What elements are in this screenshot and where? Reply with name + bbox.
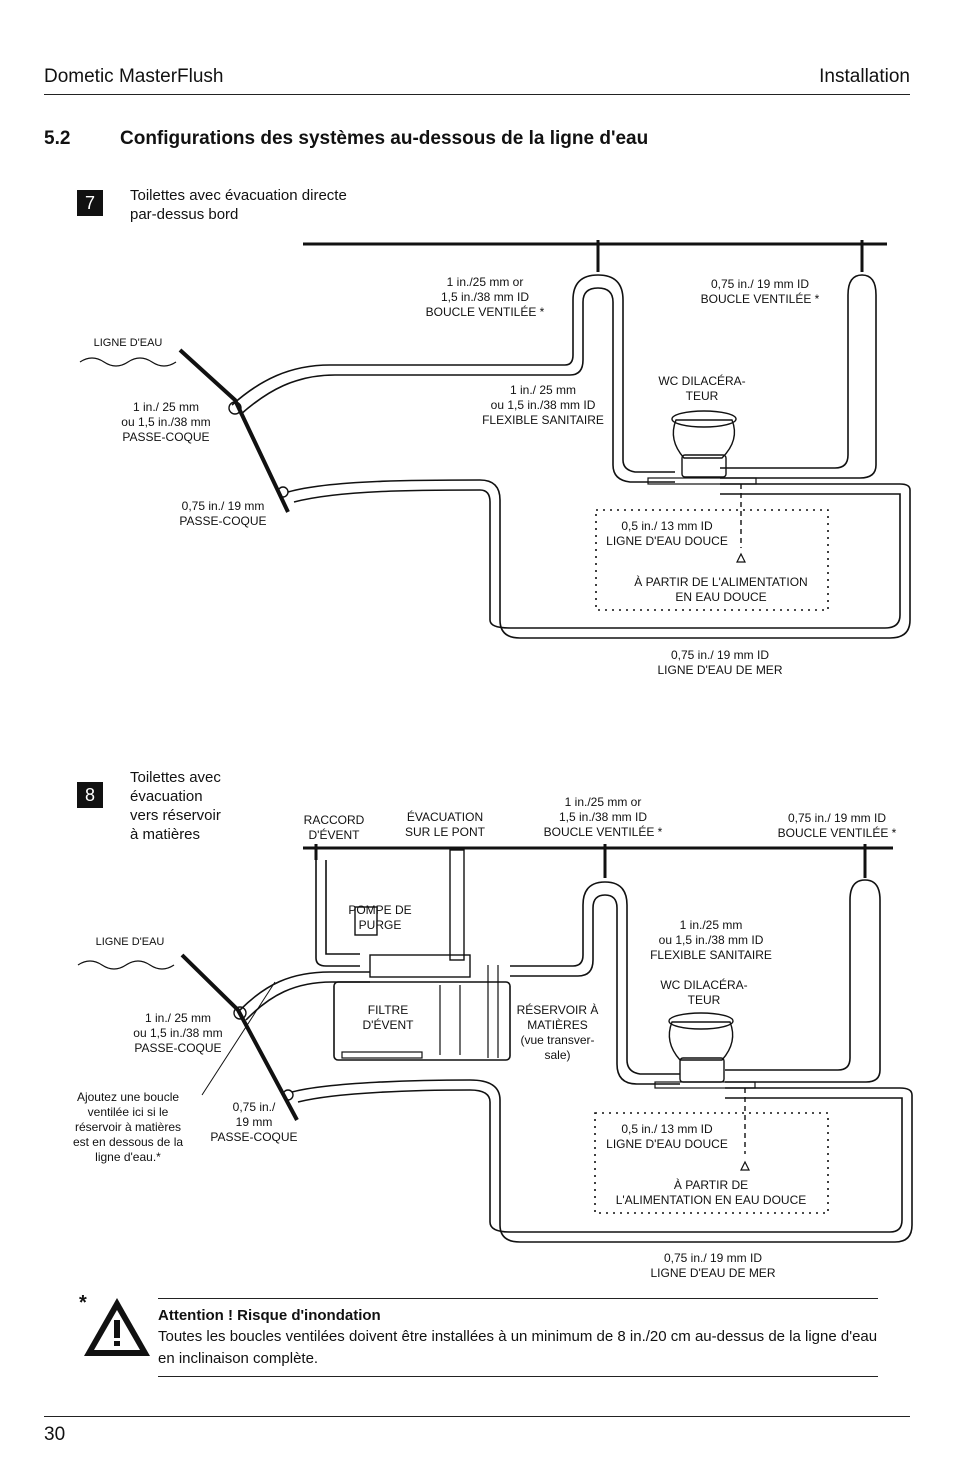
fig7-hose-label: 1 in./ 25 mm ou 1,5 in./38 mm ID FLEXIBLE SANITAIRE [482,383,604,427]
section-title: Configurations des systèmes au-dessous de la ligne d'eau [120,128,649,149]
section-number: 5.2 [44,128,71,149]
fig7-fresh-supply-label: À PARTIR DE L'ALIMENTATION EN EAU DOUCE [634,575,808,604]
fig8-tank-label: RÉSERVOIR À MATIÈRES (vue transver- sale) [516,1003,599,1062]
fig8-pump-label: POMPE DE PURGE [348,903,412,932]
fig8-toilet-label: WC DILACÉRA- TEUR [660,978,748,1007]
fig8-fresh-supply-label: À PARTIR DE L'ALIMENTATION EN EAU DOUCE [615,1178,807,1207]
fig7-thru-hull-small-label: 0,75 in./ 19 mm PASSE-COQUE [179,499,267,528]
fig8-loop-main-label: 1 in./25 mm or 1,5 in./38 mm ID BOUCLE VENTILÉE * [543,795,663,839]
fig8-filter-label: FILTRE D'ÉVENT [362,1003,414,1032]
fig8-fresh-line-label: 0,5 in./ 13 mm ID LIGNE D'EAU DOUCE [606,1122,728,1151]
figure-8-badge: 8 [77,782,103,808]
fig7-fresh-line-label: 0,5 in./ 13 mm ID LIGNE D'EAU DOUCE [606,519,728,548]
fig8-note-label: Ajoutez une boucle ventilée ici si le réservoir à matières est en dessous de la ligne d'eau.* [72,1090,184,1164]
figure-7-badge: 7 [77,190,103,216]
fig8-loop-small-label: 0,75 in./ 19 mm ID BOUCLE VENTILÉE * [777,811,897,840]
footer-rule [44,1416,910,1417]
header-title: Dometic MasterFlush [44,66,224,87]
fig8-vent-fitting-label: RACCORD D'ÉVENT [303,813,365,842]
figure-7-caption: Toilettes avec évacuation directe par-dessus bord [130,187,347,223]
header-section: Installation [819,66,910,87]
warning-body: Toutes les boucles ventilées doivent être installées à un minimum de 8 in./20 cm au-dessus de la ligne d'eau en inclinaison complète. [158,1328,878,1367]
fig8-sea-line-label: 0,75 in./ 19 mm ID LIGNE D'EAU DE MER [650,1251,776,1280]
fig8-thru-hull-large-label: 1 in./ 25 mm ou 1,5 in./38 mm PASSE-COQUE [133,1011,223,1055]
fig7-waterline-label: LIGNE D'EAU [93,337,163,349]
fig8-deck-vent-label: ÉVACUATION SUR LE PONT [404,810,485,839]
fig8-thru-hull-small-label: 0,75 in./ 19 mm PASSE-COQUE [210,1100,298,1144]
warning-bottom-rule [158,1376,878,1377]
fig8-hose-label: 1 in./25 mm ou 1,5 in./38 mm ID FLEXIBLE SANITAIRE [650,918,772,962]
page-number: 30 [44,1424,66,1445]
warning-title: Attention ! Risque d'inondation [158,1307,381,1324]
warning-asterisk: * [79,1292,87,1314]
fig7-thru-hull-large-label: 1 in./ 25 mm ou 1,5 in./38 mm PASSE-COQUE [121,400,211,444]
figure-8-caption: Toilettes avec évacuation vers réservoir à matières [130,769,221,843]
fig7-sea-line-label: 0,75 in./ 19 mm ID LIGNE D'EAU DE MER [657,648,783,677]
fig8-waterline-label: LIGNE D'EAU [95,936,165,948]
fig7-loop-main-label: 1 in./25 mm or 1,5 in./38 mm ID BOUCLE VENTILÉE * [425,275,545,319]
warning-top-rule [158,1298,878,1299]
fig7-toilet-label: WC DILACÉRA- TEUR [658,374,746,403]
fig7-loop-small-label: 0,75 in./ 19 mm ID BOUCLE VENTILÉE * [700,277,820,306]
